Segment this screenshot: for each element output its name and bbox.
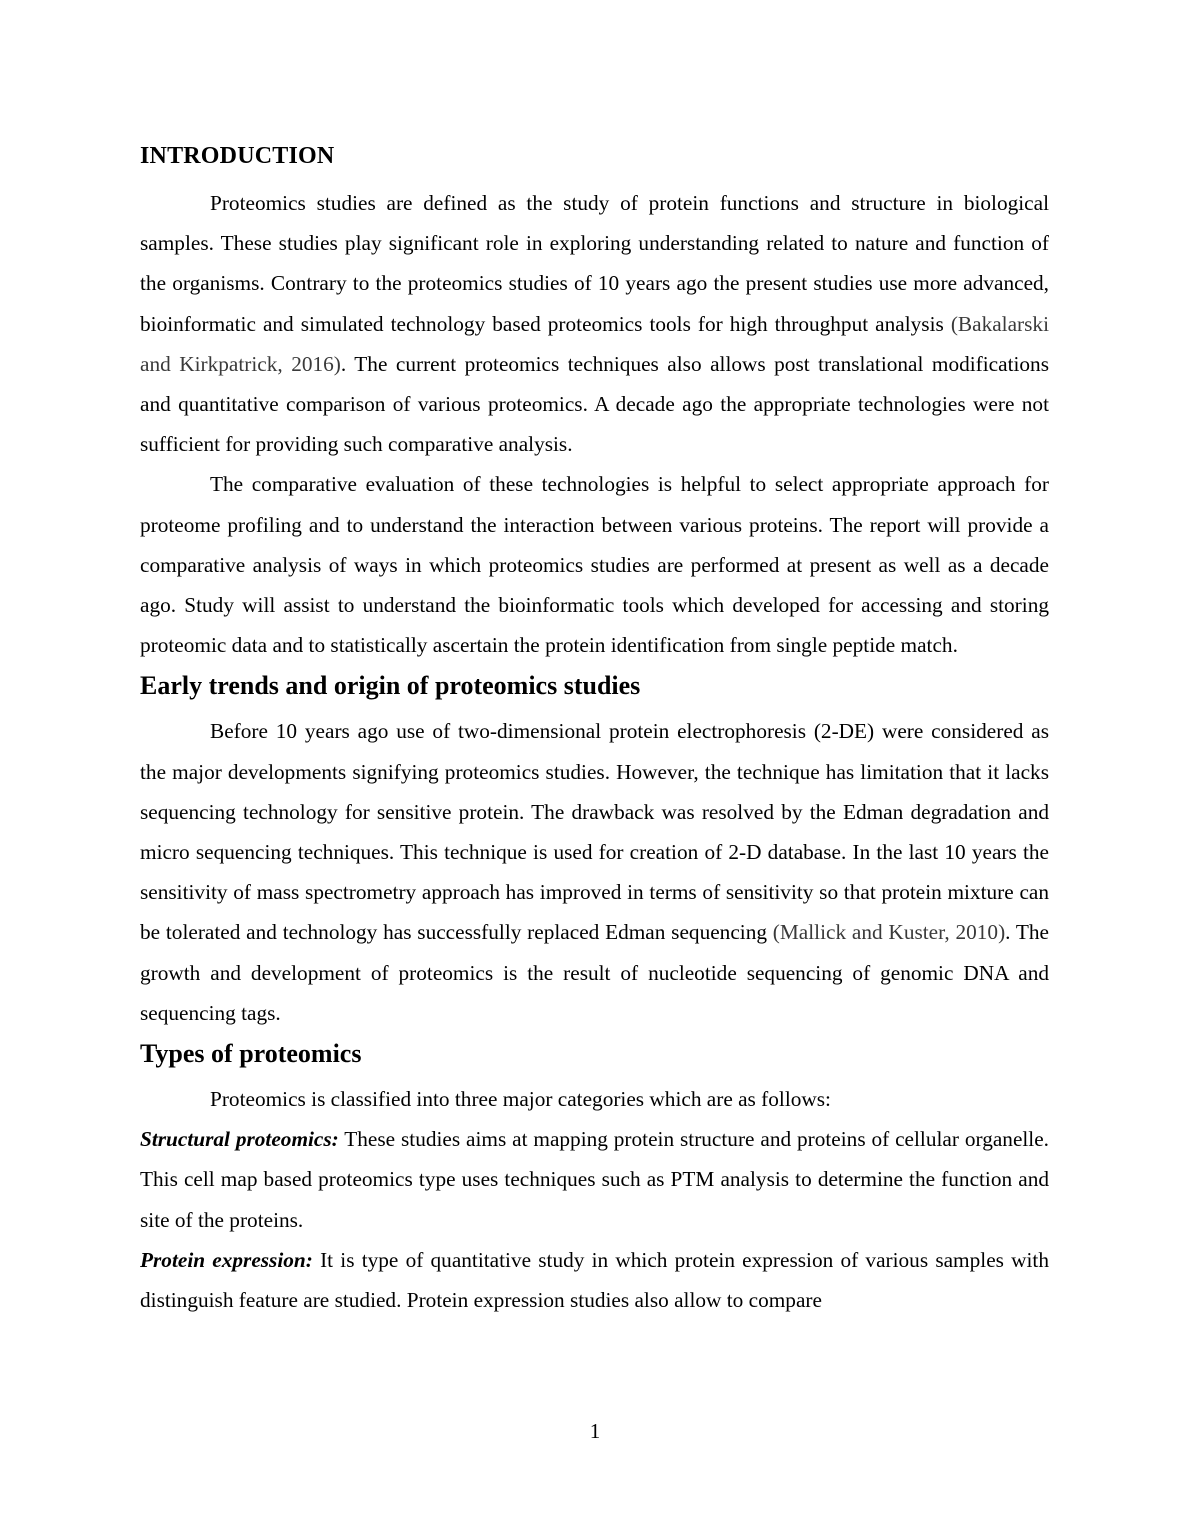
protein-expression-term: Protein expression: (140, 1247, 313, 1272)
structural-proteomics-paragraph (140, 1119, 1049, 1240)
page-number: 1 (589, 1419, 601, 1443)
protein-expression-text: It is type of quantitative study in which protein expression of various samples with distinguish feature are studied. Protein expression studies also allow to compare (140, 1247, 1050, 1313)
protein-expression-paragraph (140, 1240, 1049, 1320)
intro-p1-text-a: Proteomics studies are defined as the study of protein functions and structure in biological samples. These studies play significant role in exploring understanding related to nature and function of the organisms. Contrary to the proteomics studies of 10 years ago the present studies use more advanced, bioinformatic and simulated technology based proteomics tools for high throughput analysis (140, 191, 1049, 336)
structural-proteomics-term: Structural proteomics: (140, 1127, 339, 1152)
early-p1-text-a: Before 10 years ago use of two-dimensional protein electrophoresis (2-DE) were considered as the major developments signifying proteomics studies. However, the technique has limitation that it lacks sequencing technology for sensitive protein. The drawback was resolved by the Edman degradation and micro sequencing techniques. This technique is used for creation of 2-D database. In the last 10 years the sensitivity of mass spectrometry approach has improved in terms of sensitivity so that protein mixture can be tolerated and technology has successfully replaced Edman sequencing (140, 719, 1049, 945)
types-intro-paragraph: Proteomics is classified into three major categories which are as follows: (210, 1087, 831, 1112)
citation-bakalarski: (Bakalarski and Kirkpatrick, 2016) (140, 311, 1049, 376)
intro-paragraph-2: The comparative evaluation of these technologies is helpful to select appropriate approach for proteome profiling and to understand the interaction between various proteins. The report will provide a comparative analysis of ways in which proteomics studies are performed at present as well as a decade ago. Study will assist to understand the bioinformatic tools which developed for accessing and storing proteomic data and to statistically ascertain the protein identification from single peptide match. (140, 472, 1049, 658)
citation-mallick: (Mallick and Kuster, 2010) (772, 920, 1006, 945)
types-heading: Types of proteomics (140, 1039, 362, 1069)
introduction-heading: INTRODUCTION (140, 143, 335, 169)
early-trends-heading: Early trends and origin of proteomics studies (140, 671, 641, 701)
early-trends-paragraph (140, 711, 1049, 1033)
document-page (140, 138, 1049, 1320)
early-p1-text-b: . The growth and development of proteomics is the result of nucleotide sequencing of genomic DNA and sequencing tags. (140, 920, 1049, 1025)
structural-proteomics-text: These studies aims at mapping protein structure and proteins of cellular organelle. This cell map based proteomics type uses techniques such as PTM analysis to determine the function and site of the proteins. (140, 1127, 1050, 1232)
intro-p1-text-b: . The current proteomics techniques also allows post translational modifications and quantitative comparison of various proteomics. A decade ago the appropriate technologies were not sufficient for providing such comparative analysis. (140, 351, 1049, 457)
intro-paragraph-1 (140, 183, 1049, 464)
